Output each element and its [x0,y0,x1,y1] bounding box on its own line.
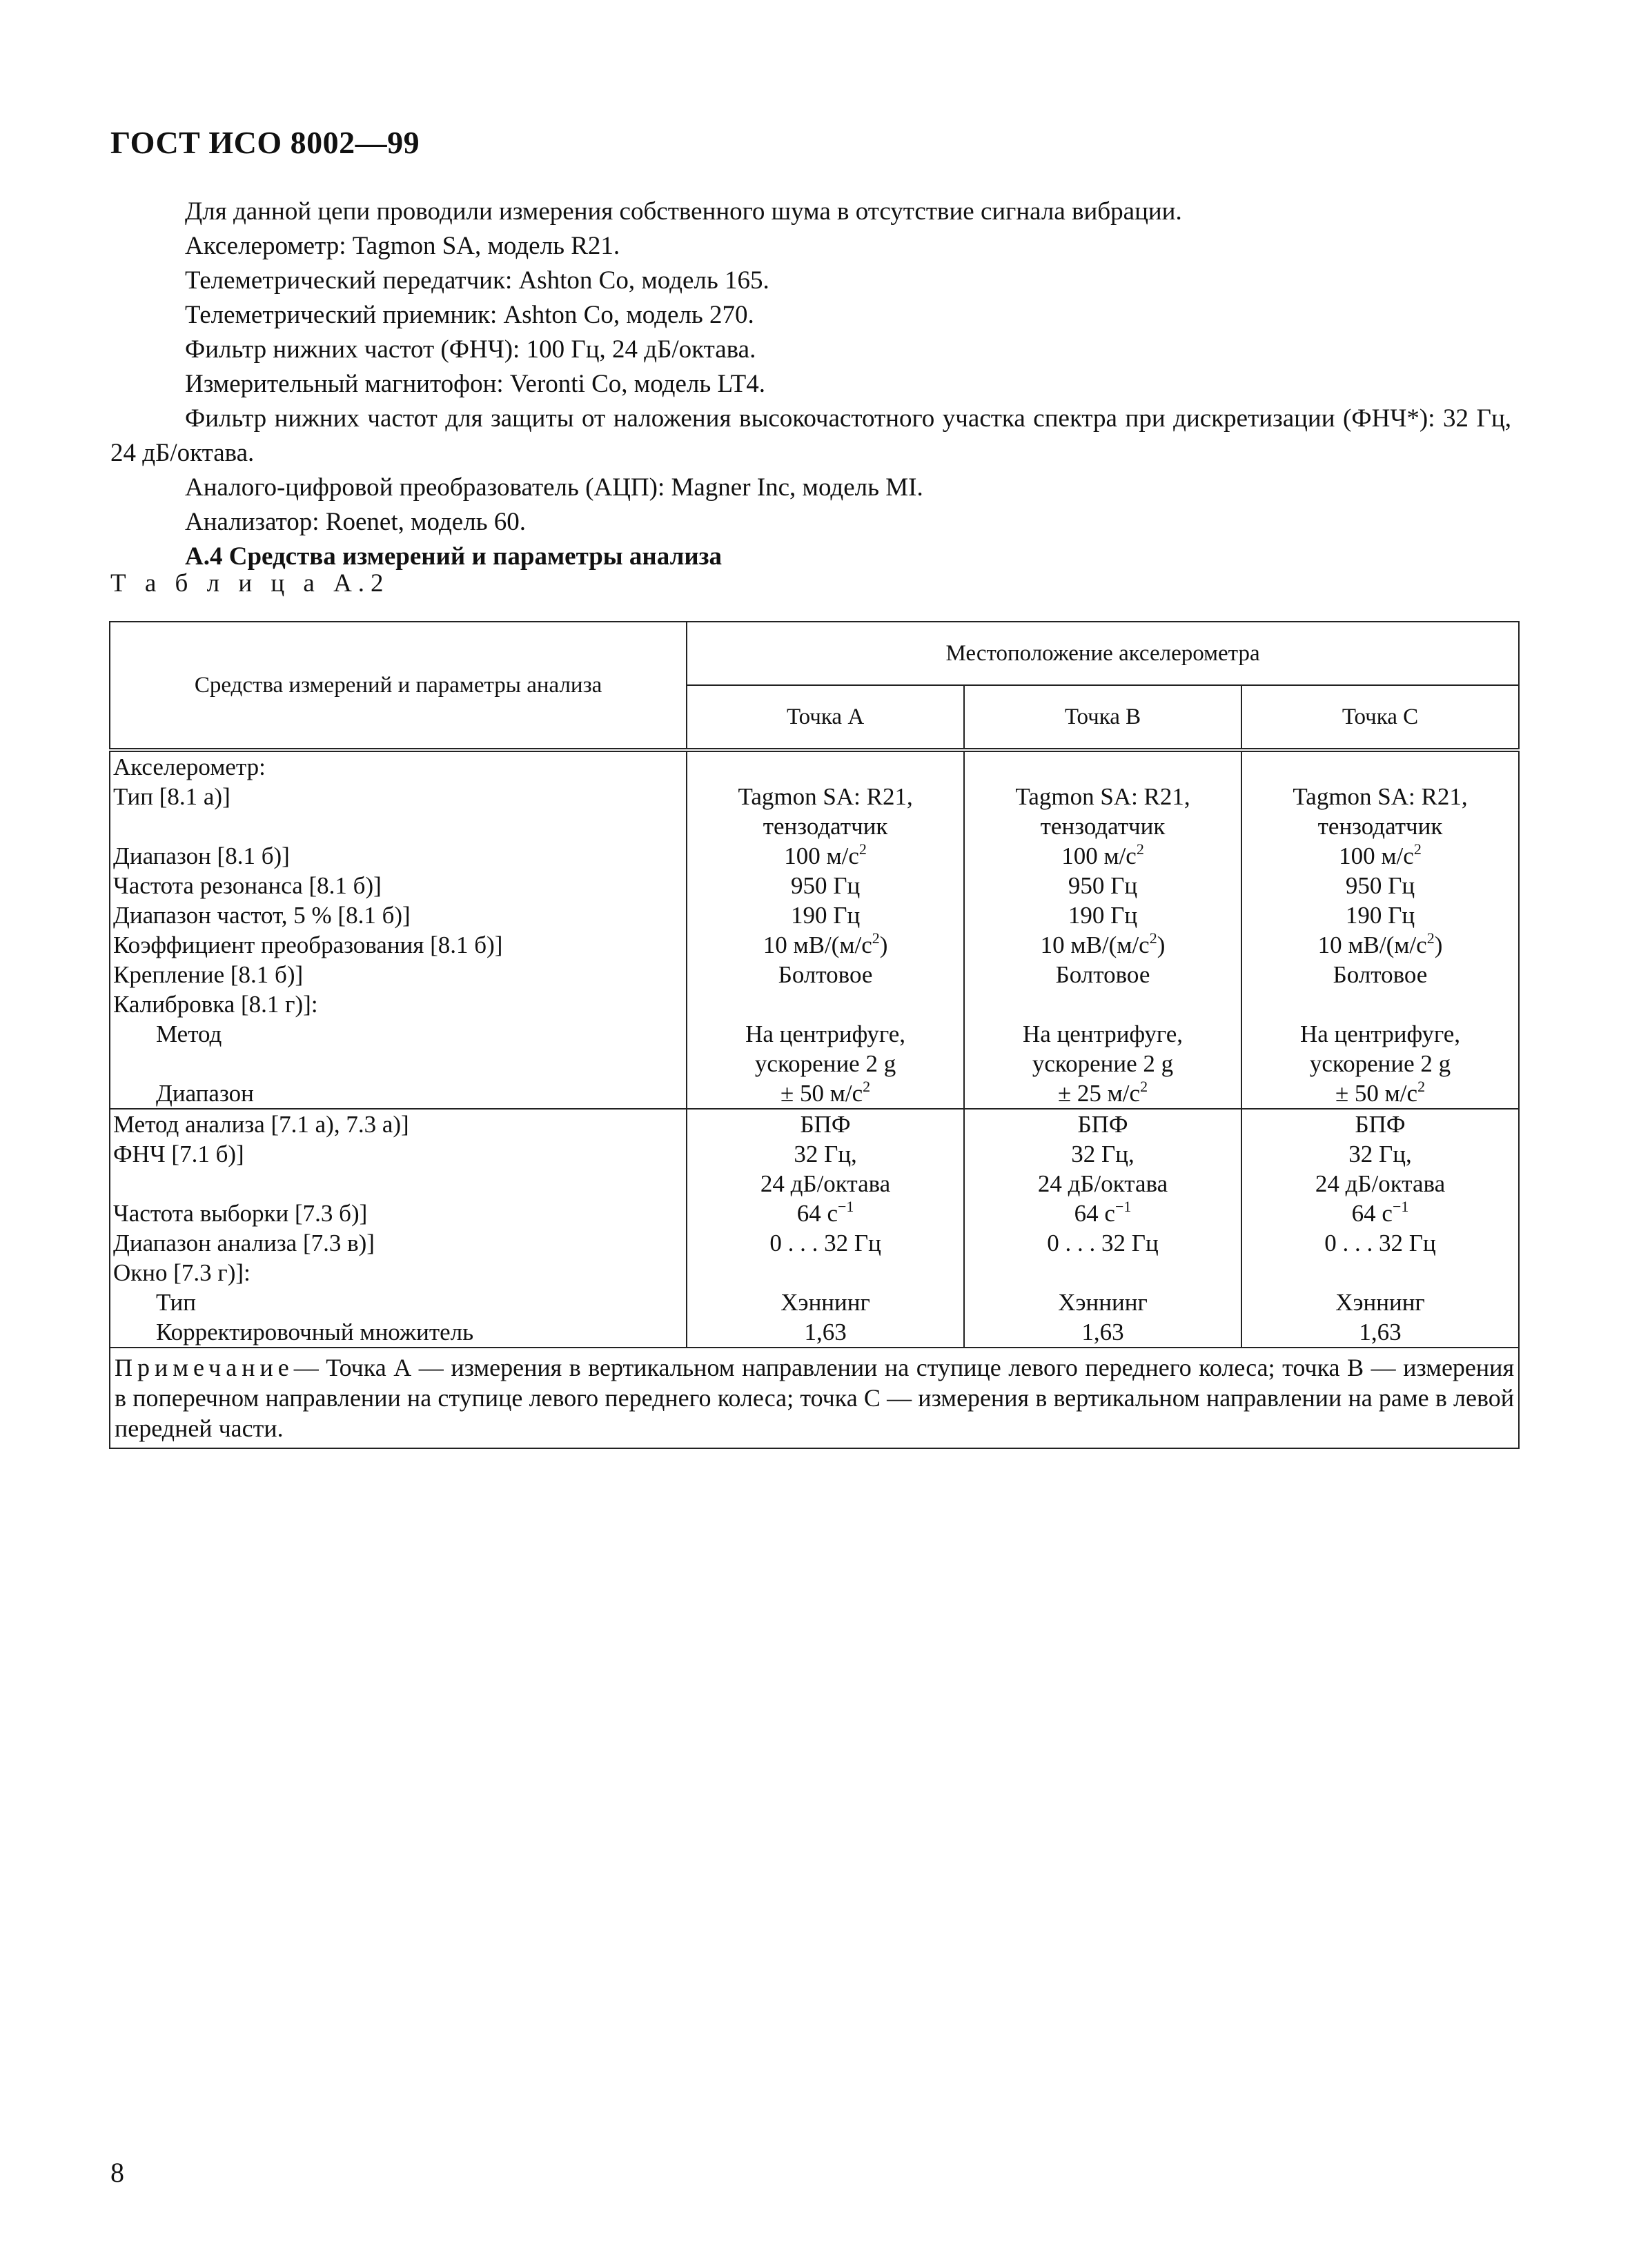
row-label: ФНЧ [7.1 б)] [113,1141,244,1167]
cell-value: БПФ [1077,1111,1128,1138]
cell-value: 100 $м/с^2$ [1061,840,1144,869]
cell-value: 950 Гц [790,872,861,899]
row-label: Диапазон [8.1 б)] [113,842,290,869]
cell-value: ускорение 2 g [754,1050,896,1077]
cell-value: На центрифуге, [745,1020,906,1047]
cell-value: Хэннинг [1058,1289,1148,1316]
row-labels [110,1109,687,1348]
cell-value: Хэннинг [780,1289,870,1316]
cell-value: 190 Гц [1068,902,1138,929]
stub-header: Средства измерений и параметры анализа [110,622,687,750]
note-label: Примечание [115,1354,294,1381]
row-label: Тип [8.1 а)] [113,783,230,810]
paragraph: Фильтр нижних частот (ФНЧ): 100 Гц, 24 дБ/октава. [185,335,756,364]
cell-text: 100 м/с [1339,842,1414,869]
paragraph: Телеметрический приемник: Ashton Co, модель 270. [185,301,754,329]
cell-value: 32 Гц, [1071,1141,1135,1167]
cell-value: БПФ [800,1111,851,1138]
column-header-point-b: Точка В [964,685,1241,750]
paragraph: Аналого-цифровой преобразователь (АЦП): Magner Inc, модель MI. [185,473,923,502]
cell-value: тензодатчик [763,813,888,840]
note-text: — Точка А — измерения в вертикальном направлении на ступице левого переднего колеса; точка В — измерения в поперечном направлении на ступице левого переднего колеса; точка С — измерения в вертикальном направлении на раме в левой передней части. [115,1354,1514,1442]
cell-text: 10 мВ/(м/с [1317,931,1427,958]
group-header: Местоположение акселерометра [687,622,1519,685]
cell-text: ) [1434,931,1443,958]
row-label: Крепление [8.1 б)] [113,961,304,988]
cell-value [690,1199,961,1228]
paragraph: Акселерометр: Tagmon SA, модель R21. [185,232,620,260]
cell-value: 0 . . . 32 Гц [1047,1230,1159,1256]
cell-value: 24 дБ/октава [760,1170,891,1197]
paragraph: Для данной цепи проводили измерения собственного шума в отсутствие сигнала вибрации. [185,197,1182,226]
cell-value: 1,63 [1081,1319,1124,1345]
point-a-values [687,1109,964,1348]
cell-value: 10 $мВ/(м/с^2)$ [1317,929,1443,958]
paragraph: Телеметрический передатчик: Ashton Co, модель 165. [185,266,769,295]
cell-value: На центрифуге, [1023,1020,1184,1047]
cell-text: 64 с [1351,1200,1393,1227]
column-header-point-c: Точка С [1241,685,1519,750]
row-label: Акселерометр: [113,753,266,780]
body-text [110,195,1511,574]
cell-value: 950 Гц [1068,872,1138,899]
point-a-values [687,750,964,1109]
cell-text: 100 м/с [784,842,859,869]
cell-text: −1 [1114,1198,1132,1215]
cell-text: ± 50 м/с [780,1080,863,1107]
cell-value: 10 $мВ/(м/с^2)$ [1040,929,1166,958]
cell-text: −1 [838,1198,854,1215]
column-header-point-a: Точка А [687,685,964,750]
row-label: Диапазон [156,1080,254,1107]
document-header: ГОСТ ИСО 8002—99 [110,125,420,160]
paragraph: Анализатор: Roenet, модель 60. [185,508,527,536]
cell-value: Tagmon SA: R21, [1015,783,1190,810]
cell-text: −1 [1392,1198,1409,1215]
cell-value: БПФ [1355,1111,1406,1138]
point-c-values [1241,750,1519,1109]
row-label: Метод анализа [7.1 а), 7.3 а)] [113,1111,409,1138]
cell-value: 100 $м/с^2$ [1339,840,1422,869]
cell-value: Tagmon SA: R21, [1293,783,1468,810]
cell-value: 100 $м/с^2$ [784,840,867,869]
table-note-row [110,1348,1519,1448]
row-label: Корректировочный множитель [156,1319,474,1345]
cell-value: 190 Гц [790,902,861,929]
cell-value: ± 25 $м/с^2$ [1057,1078,1148,1107]
cell-value: 950 Гц [1345,872,1415,899]
cell-value: Болтовое [778,961,873,988]
table-caption: Т а б л и ц а А.2 [110,569,390,598]
cell-text: ) [879,931,888,958]
cell-value: 0 . . . 32 Гц [769,1230,881,1256]
cell-text: ) [1157,931,1166,958]
cell-value: На центрифуге, [1300,1020,1460,1047]
cell-value: 1,63 [1359,1319,1402,1345]
paragraph: Фильтр нижних частот для защиты от наложения высокочастотного участка спектра при дискретизации (ФНЧ*): 32 Гц, 24 дБ/октава. [110,404,1511,467]
row-label: Частота выборки [7.3 б)] [113,1200,368,1227]
cell-text: 10 мВ/(м/с [1040,931,1150,958]
cell-text: ± 50 м/с [1335,1080,1418,1107]
cell-value: 0 . . . 32 Гц [1324,1230,1436,1256]
cell-value: ускорение 2 g [1309,1050,1451,1077]
cell-value: 24 дБ/октава [1315,1170,1446,1197]
page-number: 8 [110,2157,124,2188]
point-b-values [964,1109,1241,1348]
section-heading: А.4 Средства измерений и параметры анализа [185,542,723,571]
table-header-row [110,622,1519,685]
row-label: Тип [156,1289,196,1316]
row-label: Диапазон частот, 5 % [8.1 б)] [113,902,411,929]
cell-value: Хэннинг [1335,1289,1425,1316]
cell-value: 10 $мВ/(м/с^2)$ [763,929,888,958]
table-row [110,1109,1519,1348]
cell-value: Болтовое [1055,961,1150,988]
point-c-values [1241,1109,1519,1348]
cell-text: 64 с [1074,1200,1115,1227]
cell-text: 100 м/с [1061,842,1137,869]
cell-value: тензодатчик [1317,813,1443,840]
cell-value: 1,63 [804,1319,847,1345]
table-row [110,750,1519,1109]
row-label: Частота резонанса [8.1 б)] [113,872,382,899]
row-label: Диапазон анализа [7.3 в)] [113,1230,375,1256]
row-label: Метод [156,1020,222,1047]
cell-value: 190 Гц [1345,902,1415,929]
cell-value: ± 50 $м/с^2$ [780,1078,871,1107]
cell-value: тензодатчик [1040,813,1166,840]
cell-value: 24 дБ/октава [1037,1170,1168,1197]
cell-text: 10 мВ/(м/с [763,931,872,958]
point-b-values [964,750,1241,1109]
paragraph: Измерительный магнитофон: Veronti Co, модель LT4. [185,370,766,398]
table-note [110,1348,1519,1448]
cell-text: 64 с [796,1200,838,1227]
row-labels [110,750,687,1109]
spec-table [109,621,1520,1449]
cell-value [968,1199,1238,1228]
cell-value: 32 Гц, [1348,1141,1412,1167]
cell-value: Болтовое [1333,961,1428,988]
row-label: Калибровка [8.1 г)]: [113,991,318,1018]
cell-value: ± 50 $м/с^2$ [1335,1078,1426,1107]
cell-text: ± 25 м/с [1057,1080,1141,1107]
cell-value [1245,1199,1515,1228]
cell-value: ускорение 2 g [1032,1050,1174,1077]
row-label: Коэффициент преобразования [8.1 б)] [113,931,503,958]
row-label: Окно [7.3 г)]: [113,1259,251,1286]
cell-value: Tagmon SA: R21, [738,783,913,810]
cell-value: 32 Гц, [794,1141,857,1167]
